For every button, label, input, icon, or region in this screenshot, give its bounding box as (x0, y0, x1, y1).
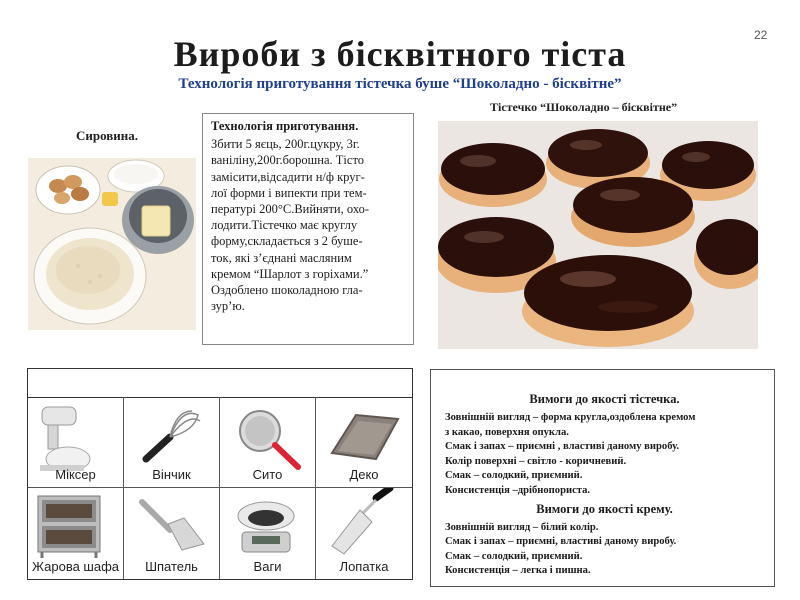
cream-quality-line: Зовнішній вигляд – білий колір. (445, 521, 599, 533)
tool-cell-tray (316, 397, 412, 488)
tools-table-header (28, 369, 412, 398)
tool-label: Сито (252, 467, 283, 482)
tool-cell-sieve (220, 397, 316, 488)
tool-cell-mixer (28, 397, 124, 488)
ingredients-label: Сировина. (76, 128, 139, 143)
cake-photo (438, 121, 758, 349)
page-subtitle: Технологія приготування тістечка буше “Шоколадно - бісквітне” (178, 76, 622, 92)
tool-cell-scales (220, 488, 316, 579)
cream-quality-line: Консистенція – легка і пишна. (445, 565, 591, 577)
page-title: Вироби з бісквітного тіста (173, 34, 627, 74)
cream-quality-line: Смак – солодкий, приємний. (445, 550, 583, 562)
tool-label: Жарова шафа (31, 559, 120, 574)
cake-quality-line: Смак – солодкий, приємний. (445, 470, 583, 482)
tool-label: Шпатель (145, 559, 198, 574)
cake-quality-title: Вимоги до якості тістечка. (529, 392, 680, 406)
tool-cell-spatula (124, 488, 220, 579)
tool-cell-oven (28, 488, 124, 579)
cake-quality-line: з какао, поверхня опукла. (445, 426, 569, 438)
tool-label: Лопатка (339, 559, 389, 574)
photo-caption: Тістечко “Шоколадно – бісквітне” (490, 100, 678, 114)
cake-quality-line: Консистенція –дрібнопориста. (445, 484, 591, 496)
tools-table (27, 368, 413, 580)
tools-grid (28, 397, 412, 579)
tool-label: Ваги (253, 559, 282, 574)
tool-label: Міксер (55, 467, 96, 482)
tool-cell-whisk (124, 397, 220, 488)
tool-label: Деко (349, 467, 379, 482)
cake-quality-line: Колір поверхні – світло - коричневий. (445, 455, 627, 467)
cake-quality-line: Смак і запах – приємні , властиві даному виробу. (445, 441, 679, 453)
technology-box (202, 113, 414, 345)
cream-quality-title: Вимоги до якості крему. (536, 501, 673, 516)
cake-quality-line: Зовнішній вигляд – форма кругла,оздоблена кремом (445, 412, 696, 423)
ingredients-photo (28, 158, 196, 330)
tool-label: Вінчик (152, 467, 191, 482)
cream-quality-line: Смак і запах – приємні, властиві даному виробу. (445, 536, 677, 548)
technology-title: Технологія приготування. (211, 119, 359, 133)
tool-cell-server (316, 488, 412, 579)
page-number: 22 (754, 28, 768, 42)
technology-text: Збити 5 яєць, 200г.цукру, 3г. ваніліну,200г.борошна. Тісто замісити,відсадити н/ф круг- лої форми і випекти при тем- пературі 200°С.Вийняти, охо- лодити.Тістечко має круглу форму,складається з 2 буше- ток, які з’єднані масляним кремом “Шарлот з горіхами.” Оздоблено шоколадною гла- зур’ю. (211, 137, 370, 314)
quality-requirements-box (430, 369, 775, 587)
